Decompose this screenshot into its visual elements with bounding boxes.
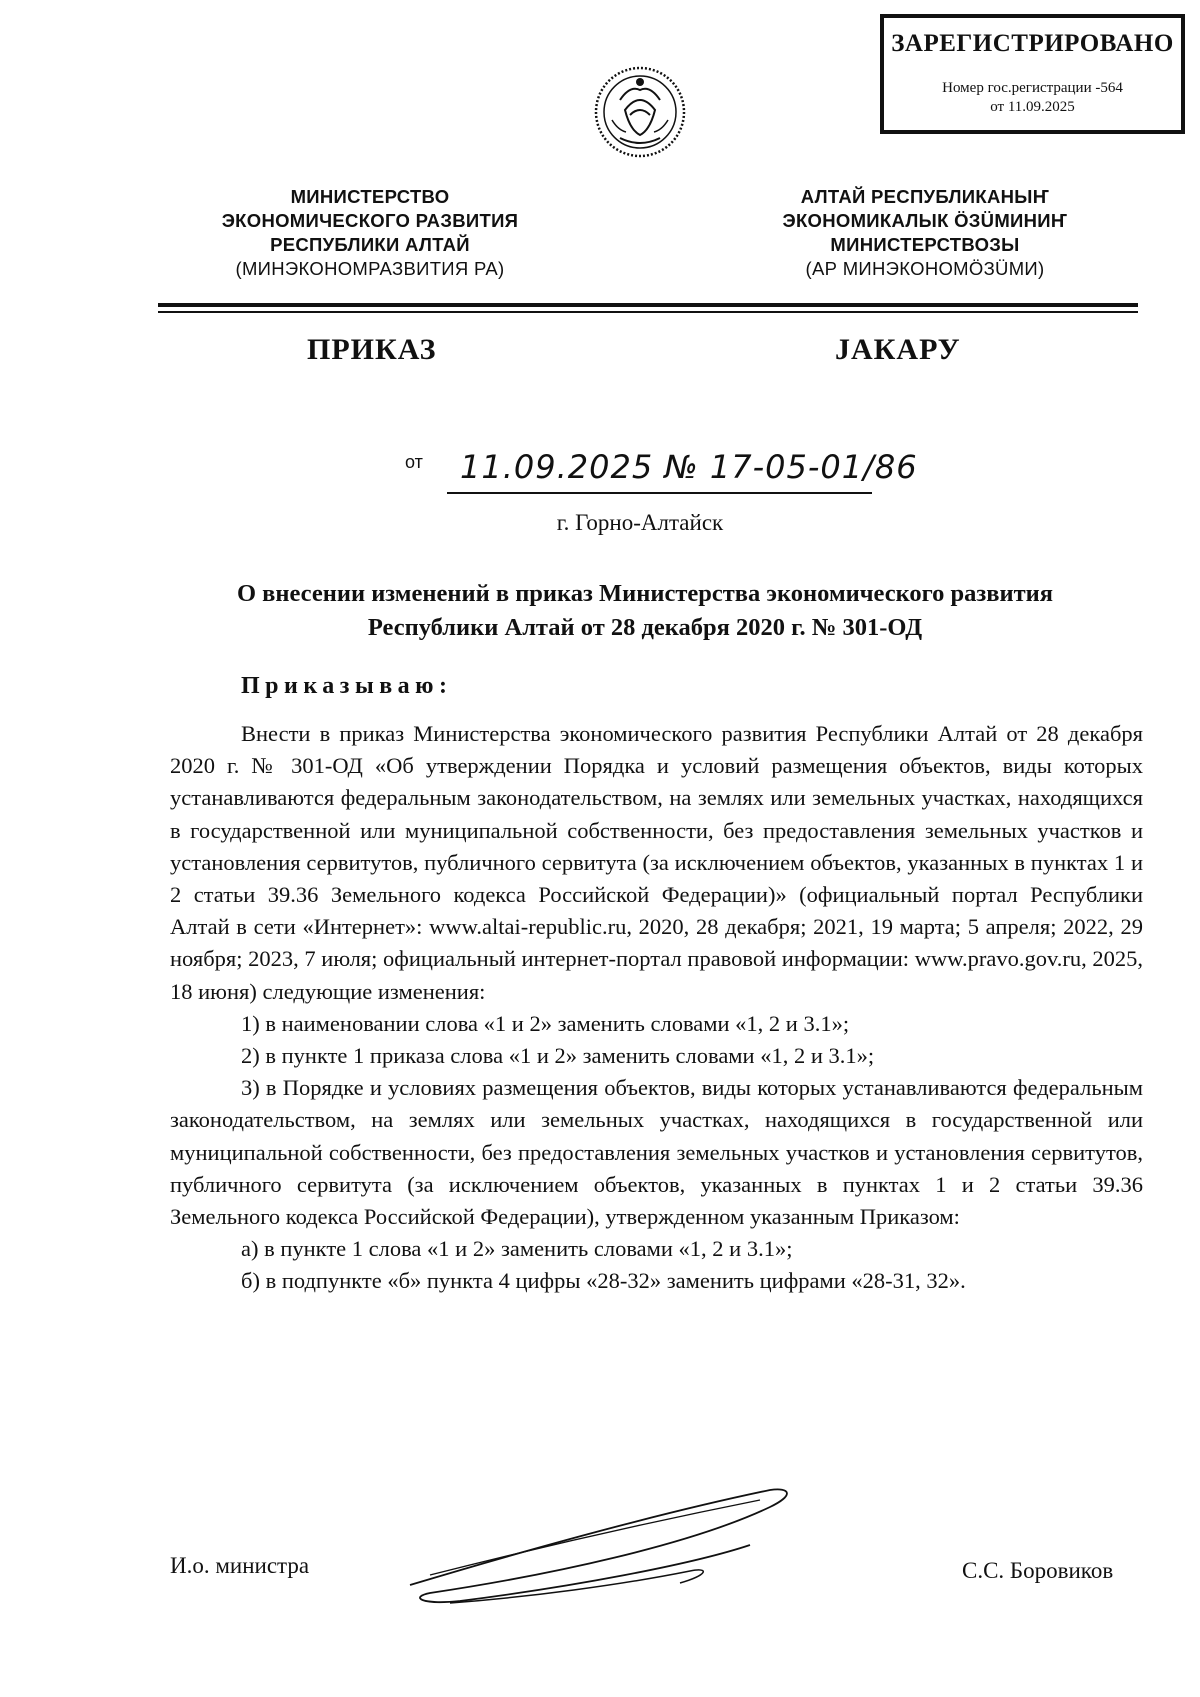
order-date-prefix: от (405, 452, 423, 472)
header-divider-thin (158, 311, 1138, 313)
signer-name: С.С. Боровиков (962, 1558, 1114, 1583)
order-date-line (405, 448, 925, 498)
prikazyvayu-label: Приказываю: (241, 673, 453, 699)
order-date-underline (447, 492, 872, 494)
body-item-3: 3) в Порядке и условиях размещения объектов, виды которых устанавливаются федеральным законодательством, на землях или земельных участках, находящихся в государственной или муниципальной собственности, без предоставления земельных участков и установления сервитутов, публичного сервитута (за исключением объектов, указанных в пунктах 1 и 2 статьи 39.36 Земельного кодекса Российской Федерации), утвержденном указанным Приказом: (170, 1075, 1143, 1230)
order-title-russian: ПРИКАЗ (307, 333, 437, 366)
order-title-altai: JАКАРУ (835, 333, 961, 366)
registration-title: ЗАРЕГИСТРИРОВАНО (891, 30, 1174, 57)
city-name: г. Горно-Алтайск (556, 510, 724, 535)
order-heading (150, 577, 1140, 645)
ministry-alt-line1: АЛТАЙ РЕСПУБЛИКАНЫҤ (800, 186, 1050, 207)
heading-line1: О внесении изменений в приказ Министерства экономического развития (236, 580, 1054, 607)
handwritten-signature (390, 1475, 810, 1615)
ministry-ru-line3: РЕСПУБЛИКИ АЛТАЙ (270, 234, 470, 255)
ministry-alt-line2: ЭКОНОМИКАЛЫК ÖЗÜМИНИҤ (782, 210, 1068, 231)
ministry-ru-line1: МИНИСТЕРСТВО (290, 186, 450, 207)
city-line (0, 510, 1200, 536)
heading-line2: Республики Алтай от 28 декабря 2020 г. № 301-ОД (367, 614, 923, 641)
order-date-handwritten: 11.09.2025 № 17-05-01/86 (460, 448, 918, 486)
order-body (170, 718, 1143, 1298)
republic-altai-emblem-icon (590, 60, 690, 160)
signer-title: И.о. министра (170, 1553, 310, 1578)
body-paragraph-main: Внести в приказ Министерства экономического развития Республики Алтай от 28 декабря 2020 г. № 301-ОД «Об утверждении Порядка и условий размещения объектов, виды которых устанавливаются федеральным законодательством, на землях или земельных участках, находящихся в государственной или муниципальной собственности, без предоставления земельных участков и установления сервитутов, публичного сервитута (за исключением объектов, указанных в пунктах 1 и 2 статьи 39.36 Земельного кодекса Российской Федерации)» (официальный портал Республики Алтай в сети «Интернет»: www.altai-republic.ru, 2020, 28 декабря; 2021, 19 марта; 5 апреля; 2022, 29 ноября; 2023, 7 июля; официальный интернет-портал правовой информации: www.pravo.gov.ru, 2025, 18 июня) следующие изменения: (170, 721, 1143, 1004)
body-subitem-b: б) в подпункте «б» пункта 4 цифры «28-32» заменить цифрами «28-31, 32». (241, 1268, 966, 1294)
body-item-1: 1) в наименовании слова «1 и 2» заменить словами «1, 2 и 3.1»; (241, 1010, 850, 1036)
ministry-name-altai (740, 185, 1110, 281)
registration-date: от 11.09.2025 (990, 99, 1075, 115)
registration-number: Номер гос.регистрации -564 (942, 80, 1123, 96)
ministry-alt-short: (АР МИНЭКОНОМÖЗÜМИ) (805, 258, 1045, 279)
header-divider-thick (158, 303, 1138, 307)
ministry-alt-line3: МИНИСТЕРСТВОЗЫ (830, 234, 1020, 255)
ministry-name-russian (190, 185, 550, 281)
registration-stamp (880, 14, 1185, 134)
body-item-2: 2) в пункте 1 приказа слова «1 и 2» заменить словами «1, 2 и 3.1»; (241, 1043, 875, 1069)
body-subitem-a: а) в пункте 1 слова «1 и 2» заменить словами «1, 2 и 3.1»; (241, 1236, 793, 1262)
ministry-ru-line2: ЭКОНОМИЧЕСКОГО РАЗВИТИЯ (221, 210, 519, 231)
ministry-ru-short: (МИНЭКОНОМРАЗВИТИЯ РА) (235, 258, 505, 279)
